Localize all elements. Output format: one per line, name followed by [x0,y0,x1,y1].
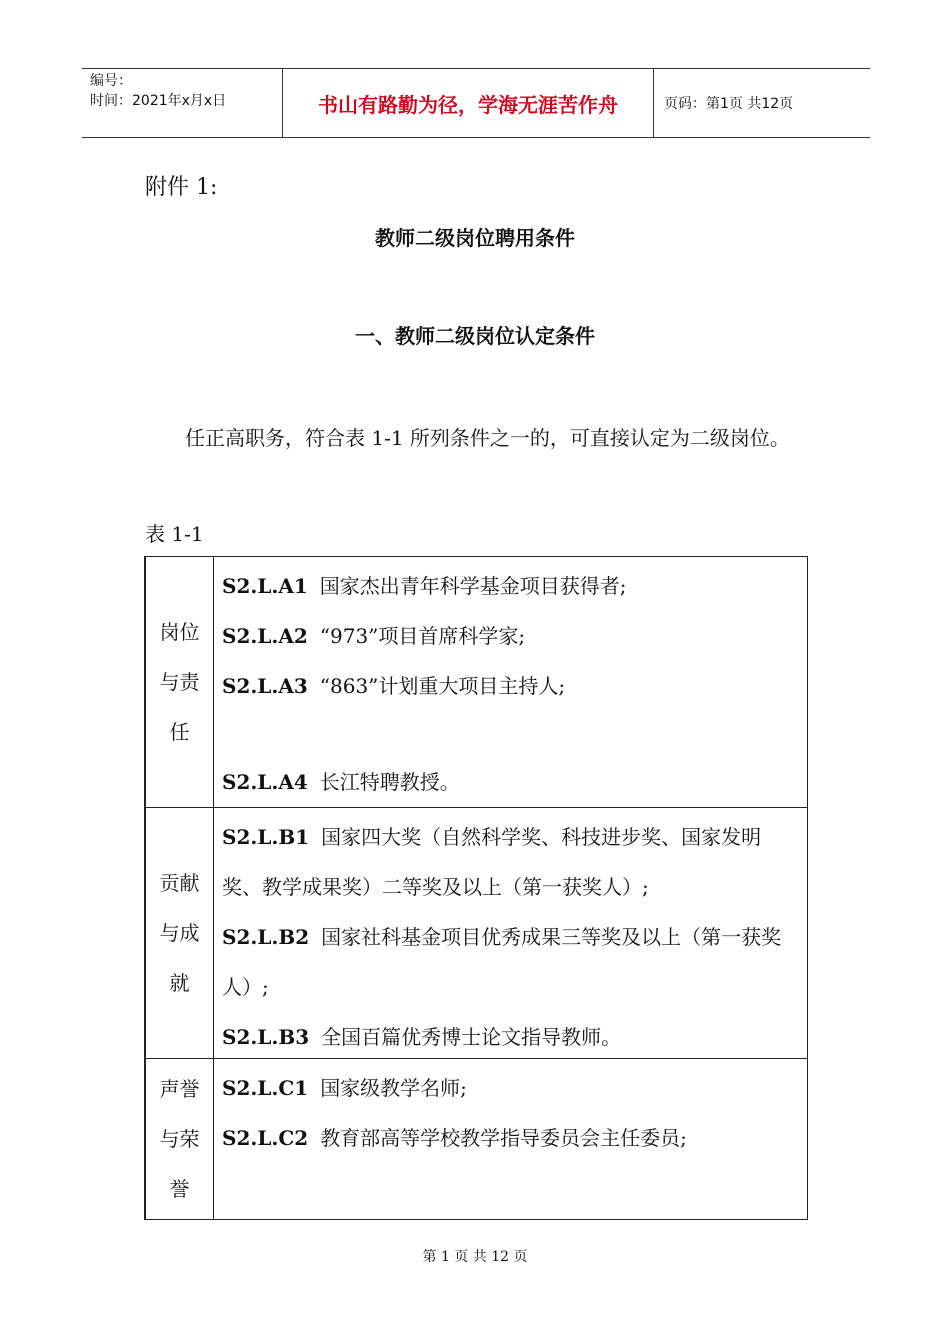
items-cell [214,808,807,1058]
list-item [222,1063,799,1113]
item-text: “973”项目首席科学家; [319,624,526,648]
list-item [222,1113,799,1163]
document-title: 教师二级岗位聘用条件 [375,226,575,250]
spacer [222,711,799,757]
items-cell [214,1059,807,1219]
item-code: S2.L.B2 [222,925,310,949]
list-item [222,912,799,1012]
item-code: S2.L.C1 [222,1076,309,1100]
table-label: 表 1-1 [145,522,204,546]
category-cell [146,808,214,1058]
header-motto-cell [282,69,654,137]
intro-paragraph: 任正高职务，符合表 1-1 所列条件之一的，可直接认定为二级岗位。 [185,426,790,450]
category-label: 贡献与成就 [159,871,200,995]
item-text: 国家四大奖（自然科学奖、科技进步奖、国家发明奖、教学成果奖）二等奖及以上（第一获奖人）; [222,825,762,899]
item-code: S2.L.A1 [222,574,308,598]
header-motto: 书山有路勤为径，学海无涯苦作舟 [318,92,618,117]
table-row [146,557,807,807]
item-code: S2.L.B3 [222,1025,310,1049]
item-text: 教育部高等学校教学指导委员会主任委员; [320,1126,687,1150]
category-cell [146,1059,214,1219]
item-code: S2.L.A2 [222,624,308,648]
list-item [222,561,799,611]
page-header [82,68,870,138]
item-text: 全国百篇优秀博士论文指导教师。 [321,1025,622,1049]
item-text: 国家社科基金项目优秀成果三等奖及以上（第一获奖人）; [222,925,782,999]
item-text: 国家杰出青年科学基金项目获得者; [319,574,627,598]
list-item [222,611,799,661]
items-cell [214,557,807,807]
table-row [146,807,807,1058]
item-code: S2.L.A4 [222,770,308,794]
list-item [222,757,799,807]
list-item [222,1012,799,1062]
conditions-table [144,556,808,1220]
page-footer: 第 1 页 共 12 页 [422,1249,528,1265]
table-row [146,1058,807,1219]
item-code: S2.L.B1 [222,825,310,849]
number-label: 编号： [90,73,132,89]
item-code: S2.L.C2 [222,1126,309,1150]
list-item [222,812,799,912]
category-label: 岗位与责任 [159,620,200,744]
header-meta [82,69,282,137]
item-text: 国家级教学名师; [320,1076,467,1100]
item-text: 长江特聘教授。 [319,770,460,794]
category-cell [146,557,214,807]
header-page-info: 页码：第1页 共12页 [664,96,794,112]
item-text: “863”计划重大项目主持人; [319,674,566,698]
annex-label: 附件 1: [145,175,218,200]
section-title: 一、教师二级岗位认定条件 [355,324,595,348]
time-label: 时间：2021年x月x日 [90,93,227,109]
category-label: 声誉与荣誉 [159,1077,200,1201]
item-code: S2.L.A3 [222,674,308,698]
list-item [222,661,799,711]
